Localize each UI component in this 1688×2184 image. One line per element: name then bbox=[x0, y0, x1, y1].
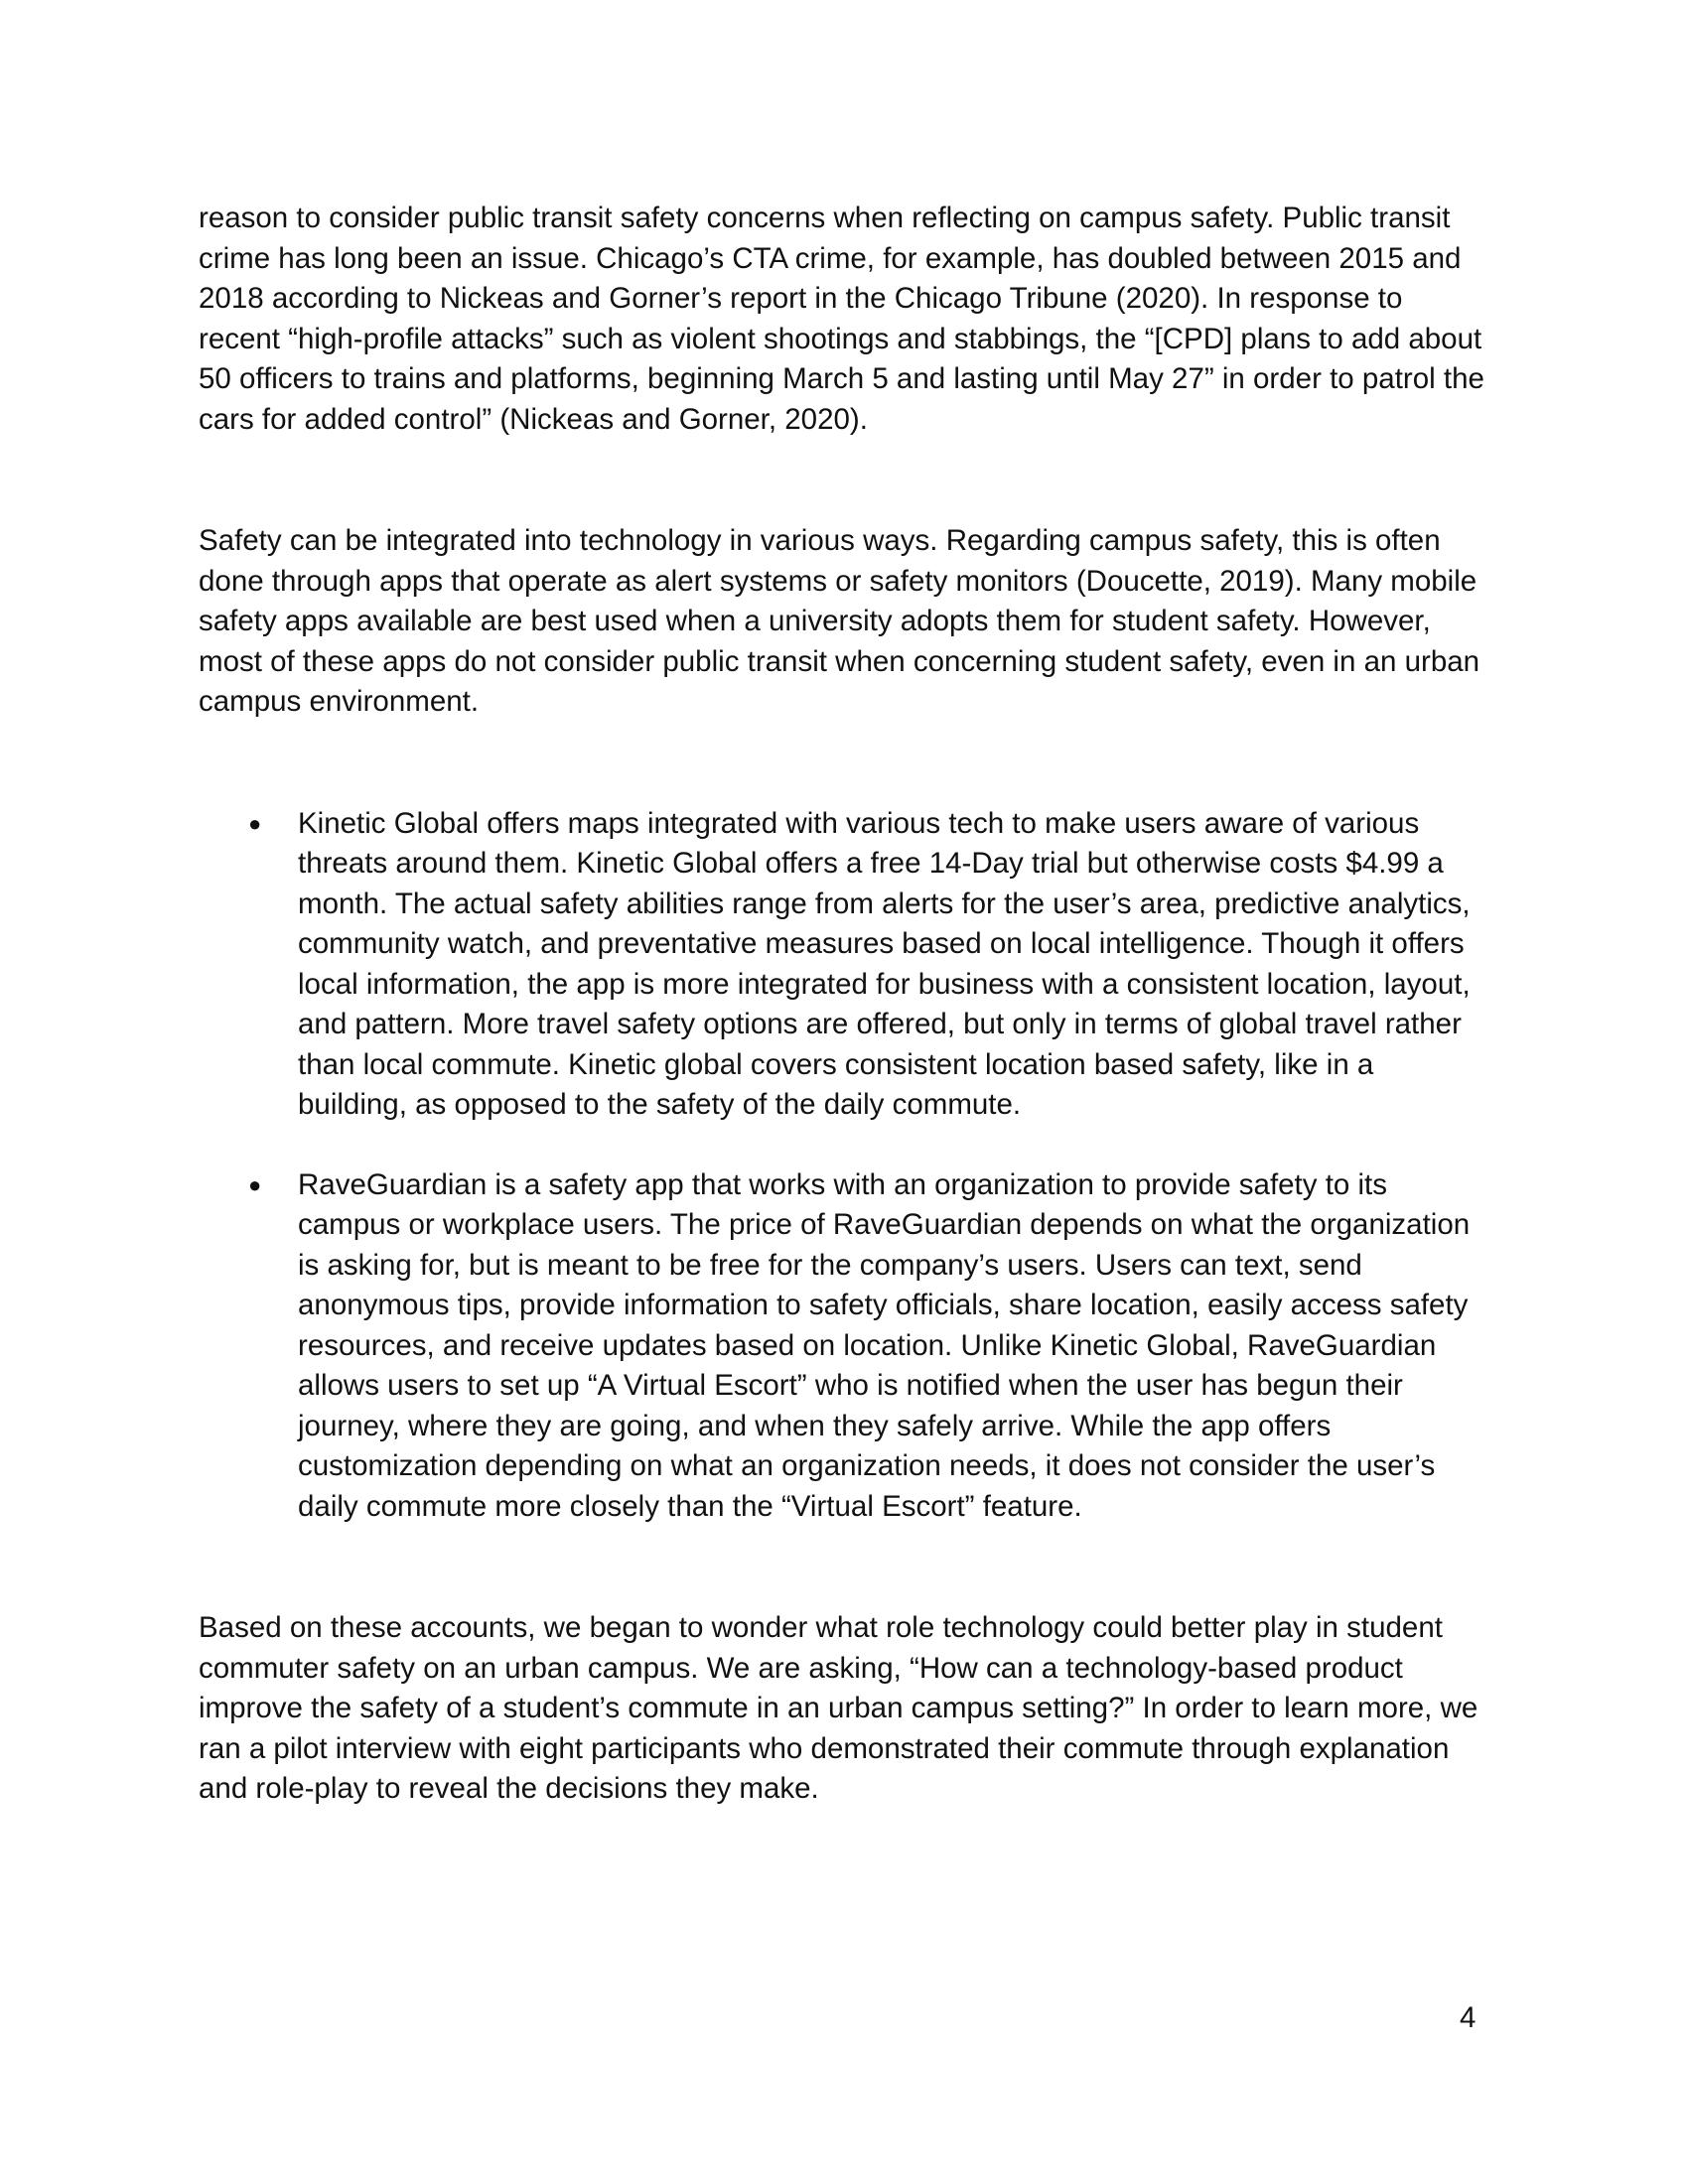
list-item-raveguardian bbox=[199, 1165, 1489, 1528]
paragraph-research-question: Based on these accounts, we began to wonder what role technology could better play in student commuter safety on an urban campus. We are asking, “How can a technology-based product improve the safety of a student’s commute in an urban campus setting?” In order to learn more, we ran a pilot interview with eight participants who demonstrated their commute through explanation and role-play to reveal the decisions they make. bbox=[199, 1611, 1478, 1805]
list-item-kinetic-global bbox=[199, 804, 1489, 1126]
paragraph-public-transit: reason to consider public transit safety concerns when reflecting on campus safety. Public transit crime has long been an issue. Chicago’s CTA crime, for example, has doubled between 2015 and 2018 according to Nickeas and Gorner’s report in the Chicago Tribune (2020). In response to recent “high-profile attacks” such as violent shootings and stabbings, the “[CPD] plans to add about 50 officers to trains and platforms, beginning March 5 and lasting until May 27” in order to patrol the cars for added control” (Nickeas and Gorner, 2020). bbox=[199, 202, 1484, 436]
list-item-text: Kinetic Global offers maps integrated with various tech to make users aware of various threats around them. Kinetic Global offers a free 14-Day trial but otherwise costs $4.99 a month. The actual safety abilities range from alerts for the user’s area, predictive analytics, community watch, and preventative measures based on local intelligence. Though it offers local information, the app is more integrated for business with a consistent location, layout, and pattern. More travel safety options are offered, but only in terms of global travel rather than local commute. Kinetic global covers consistent location based safety, like in a building, as opposed to the safety of the daily commute. bbox=[298, 806, 1471, 1121]
bullet-icon: ● bbox=[248, 810, 262, 836]
document-page bbox=[199, 199, 1489, 1810]
list-item-text: RaveGuardian is a safety app that works with an organization to provide safety to its campus or workplace users. The price of RaveGuardian depends on what the organization is asking for, but is meant to be free for the company’s users. Users can text, send anonymous tips, provide information to safety officials, share location, easily access safety resources, and receive updates based on location. Unlike Kinetic Global, RaveGuardian allows users to set up “A Virtual Escort” who is notified when the user has begun their journey, where they are going, and when they safely arrive. While the app offers customization depending on what an organization needs, it does not consider the user’s daily commute more closely than the “Virtual Escort” feature. bbox=[298, 1167, 1471, 1523]
app-bullet-list bbox=[199, 804, 1489, 1528]
paragraph-safety-technology: Safety can be integrated into technology in various ways. Regarding campus safety, this is often done through apps that operate as alert systems or safety monitors (Doucette, 2019). Many mobile safety apps available are best used when a university adopts them for student safety. However, most of these apps do not consider public transit when concerning student safety, even in an urban campus environment. bbox=[199, 524, 1480, 718]
page-number: 4 bbox=[1460, 2001, 1477, 2034]
bullet-icon: ● bbox=[248, 1171, 262, 1197]
